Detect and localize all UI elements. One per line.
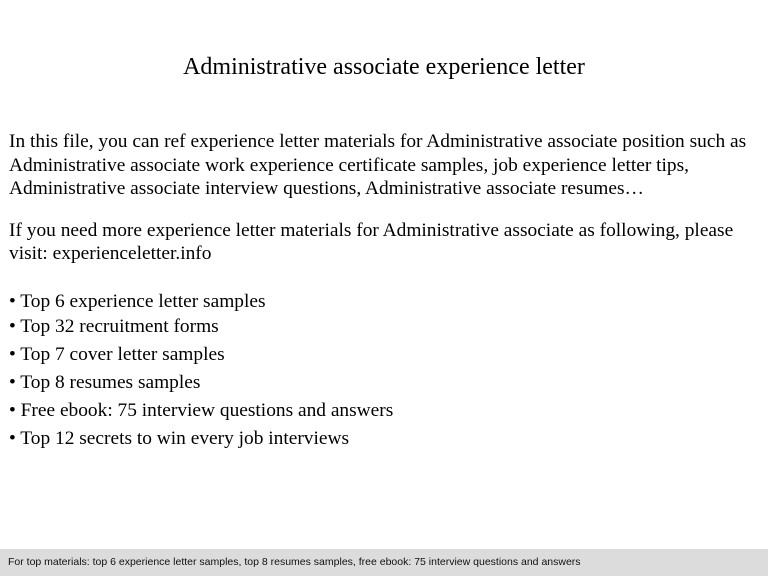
visit-paragraph: If you need more experience letter materials for Administrative associate as following, please visit: experienceletter.info — [9, 219, 734, 264]
bullet-item: • Free ebook: 75 interview questions and answers — [9, 399, 394, 421]
bullet-item: • Top 7 cover letter samples — [9, 343, 225, 365]
bullet-item: • Top 12 secrets to win every job interviews — [9, 427, 350, 449]
bullet-item: • Top 8 resumes samples — [9, 371, 201, 393]
intro-paragraph: In this file, you can ref experience letter materials for Administrative associate position such as Administrative associate work experience certificate samples, job experience letter tips, Administrative associate interview questions, Administrative associate resumes… — [9, 131, 747, 199]
bullet-list — [9, 288, 759, 453]
slide-body — [9, 130, 759, 453]
footer-bar: For top materials: top 6 experience letter samples, top 8 resumes samples, free ebook: 75 interview questions and answers — [0, 549, 768, 576]
bullet-item: • Top 32 recruitment forms — [9, 315, 219, 337]
page-title: Administrative associate experience letter — [183, 54, 585, 80]
bullet-item: • Top 6 experience letter samples — [9, 290, 266, 312]
